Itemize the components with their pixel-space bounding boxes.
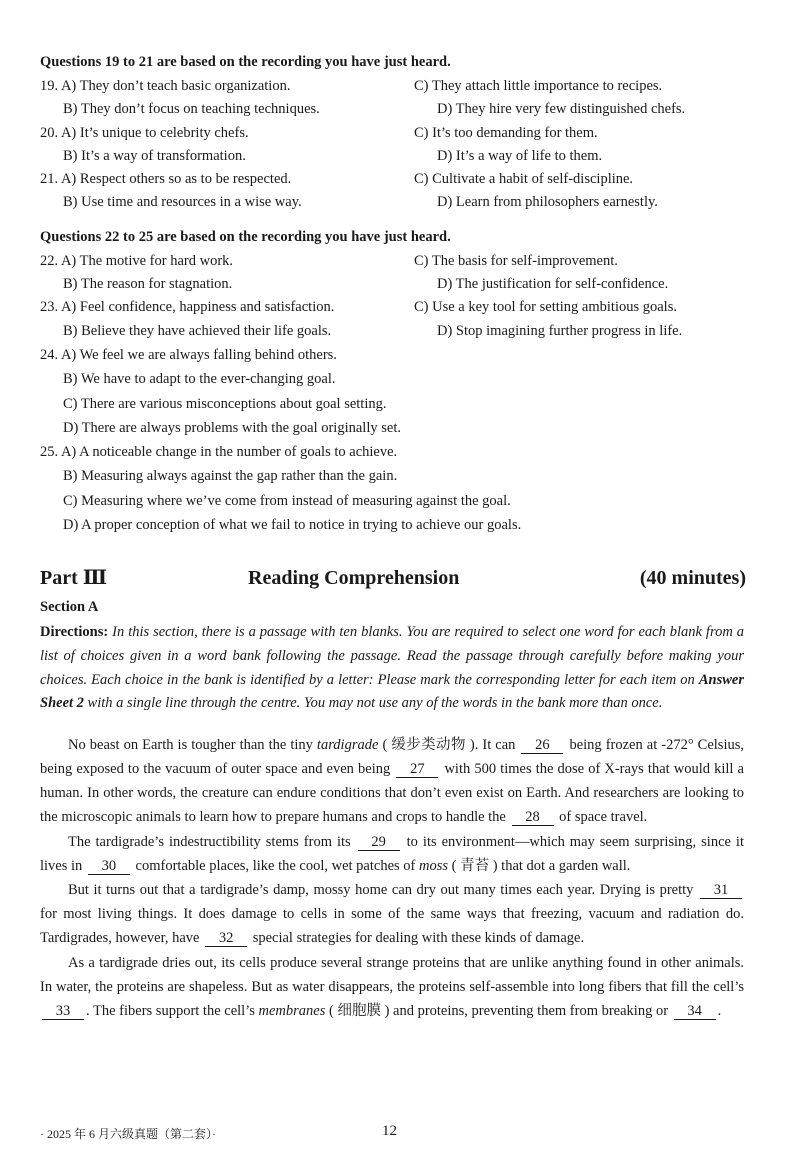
option: D) They hire very few distinguished chefs. (437, 101, 686, 118)
option: B) Measuring always against the gap rather than the gain. (63, 468, 398, 485)
paragraph: As a tardigrade dries out, its cells produce several strange proteins that are unlike anything found in other animals. In water, the proteins are shapeless. But as water disappears, the proteins self-assemble into long fibers that fill the cell’s 33 . The fibers support the cell’s membranes ( 细胞膜 ) and proteins, preventing them from breaking or 34 . (40, 954, 744, 1019)
blank-31: 31 (700, 883, 742, 899)
block-heading: Questions 22 to 25 are based on the recording you have just heard. (40, 228, 451, 245)
blank-30: 30 (88, 859, 130, 875)
page-number: 12 (382, 1123, 397, 1139)
option: 22. A) The motive for hard work. (40, 252, 234, 269)
footer-source: · 2025 年 6 月六级真题（第二套）· (40, 1127, 216, 1141)
blank-33: 33 (42, 1004, 84, 1020)
page-footer (40, 1125, 744, 1142)
option: 20. A) It’s unique to celebrity chefs. (40, 124, 249, 141)
blank-29: 29 (358, 835, 400, 851)
part-time: (40 minutes) (639, 567, 746, 590)
question-block-22-25 (40, 227, 744, 538)
option: B) It’s a way of transformation. (63, 147, 246, 164)
block-heading: Questions 19 to 21 are based on the recording you have just heard. (40, 54, 451, 70)
blank-27: 27 (396, 762, 438, 778)
option: C) They attach little importance to recipes. (414, 78, 663, 94)
question-block-19-21 (40, 52, 744, 215)
blank-26: 26 (521, 738, 563, 754)
option: 25. A) A noticeable change in the number of goals to achieve. (40, 444, 398, 461)
option: 24. A) We feel we are always falling behind others. (40, 346, 337, 363)
option: C) There are various misconceptions about goal setting. (63, 395, 387, 412)
section-title: Section A (40, 599, 99, 616)
option: D) A proper conception of what we fail to notice in trying to achieve our goals. (63, 517, 522, 534)
option: C) Cultivate a habit of self-discipline. (414, 171, 634, 188)
option: 19. A) They don’t teach basic organization. (40, 78, 291, 94)
option: D) There are always problems with the goal originally set. (63, 419, 401, 436)
option: 21. A) Respect others so as to be respected. (40, 171, 292, 188)
option: D) Learn from philosophers earnestly. (437, 194, 658, 211)
option: B) We have to adapt to the ever-changing goal. (63, 371, 336, 388)
answer-sheet-ref: Answer Sheet 2 (40, 671, 744, 712)
part-label: Part Ⅲ (40, 567, 108, 590)
part-title: Reading Comprehension (248, 567, 460, 590)
option: D) Stop imagining further progress in life. (437, 322, 683, 339)
option: B) They don’t focus on teaching techniques. (63, 101, 320, 118)
term: moss (419, 857, 449, 874)
paragraph: No beast on Earth is tougher than the tiny tardigrade ( 缓步类动物 ). It can 26 being frozen at -272° Celsius, being exposed to the vacuum of outer space and even being 27 with 500 times the dose of X-rays that would kill a human. In other words, the creature can endure conditions that don’t even exist on Earth. And researchers are looking to the microscopic animals to learn how to prepare humans and crops to handle the 28 of space travel. (40, 736, 744, 826)
blank-34: 34 (674, 1004, 716, 1020)
blank-28: 28 (512, 810, 554, 826)
option: B) The reason for stagnation. (63, 276, 233, 293)
option: C) It’s too demanding for them. (414, 124, 598, 141)
term: tardigrade (316, 736, 379, 753)
option: D) It’s a way of life to them. (437, 147, 603, 164)
option: 23. A) Feel confidence, happiness and satisfaction. (40, 299, 335, 316)
paragraph: But it turns out that a tardigrade’s damp, mossy home can dry out many times each year. Drying is pretty 31 for most living things. It does damage to cells in some of the same ways that freezing, vacuum and radiation do. Tardigrades, however, have 32 special strategies for dealing with these kinds of damage. (40, 881, 744, 947)
directions-text: In this section, there is a passage with ten blanks. You are required to select one word for each blank from a list of choices given in a word bank following the passage. Read the passage through carefully before making your choices. Each choice in the bank is identified by a letter: Please mark the corresponding letter for each item on (40, 624, 744, 688)
paragraph: The tardigrade’s indestructibility stems from its 29 to its environment—which may seem surprising, since it lives in 30 comfortable places, like the cool, wet patches of moss ( 青苔 ) that dot a garden wall. (40, 833, 744, 874)
term: membranes (258, 1002, 326, 1019)
option: C) The basis for self-improvement. (414, 252, 618, 269)
option: B) Use time and resources in a wise way. (63, 194, 302, 211)
directions (40, 621, 744, 715)
exam-page (40, 52, 744, 1023)
option: D) The justification for self-confidence. (437, 276, 669, 293)
part-header (40, 565, 744, 591)
passage (40, 733, 744, 1023)
option: C) Use a key tool for setting ambitious goals. (414, 299, 677, 316)
option: B) Believe they have achieved their life goals. (63, 322, 332, 339)
blank-32: 32 (205, 931, 247, 947)
directions-label: Directions: (40, 624, 109, 641)
option: C) Measuring where we’ve come from instead of measuring against the goal. (63, 492, 511, 509)
directions-text: with a single line through the centre. You may not use any of the words in the bank more than once. (83, 695, 663, 712)
